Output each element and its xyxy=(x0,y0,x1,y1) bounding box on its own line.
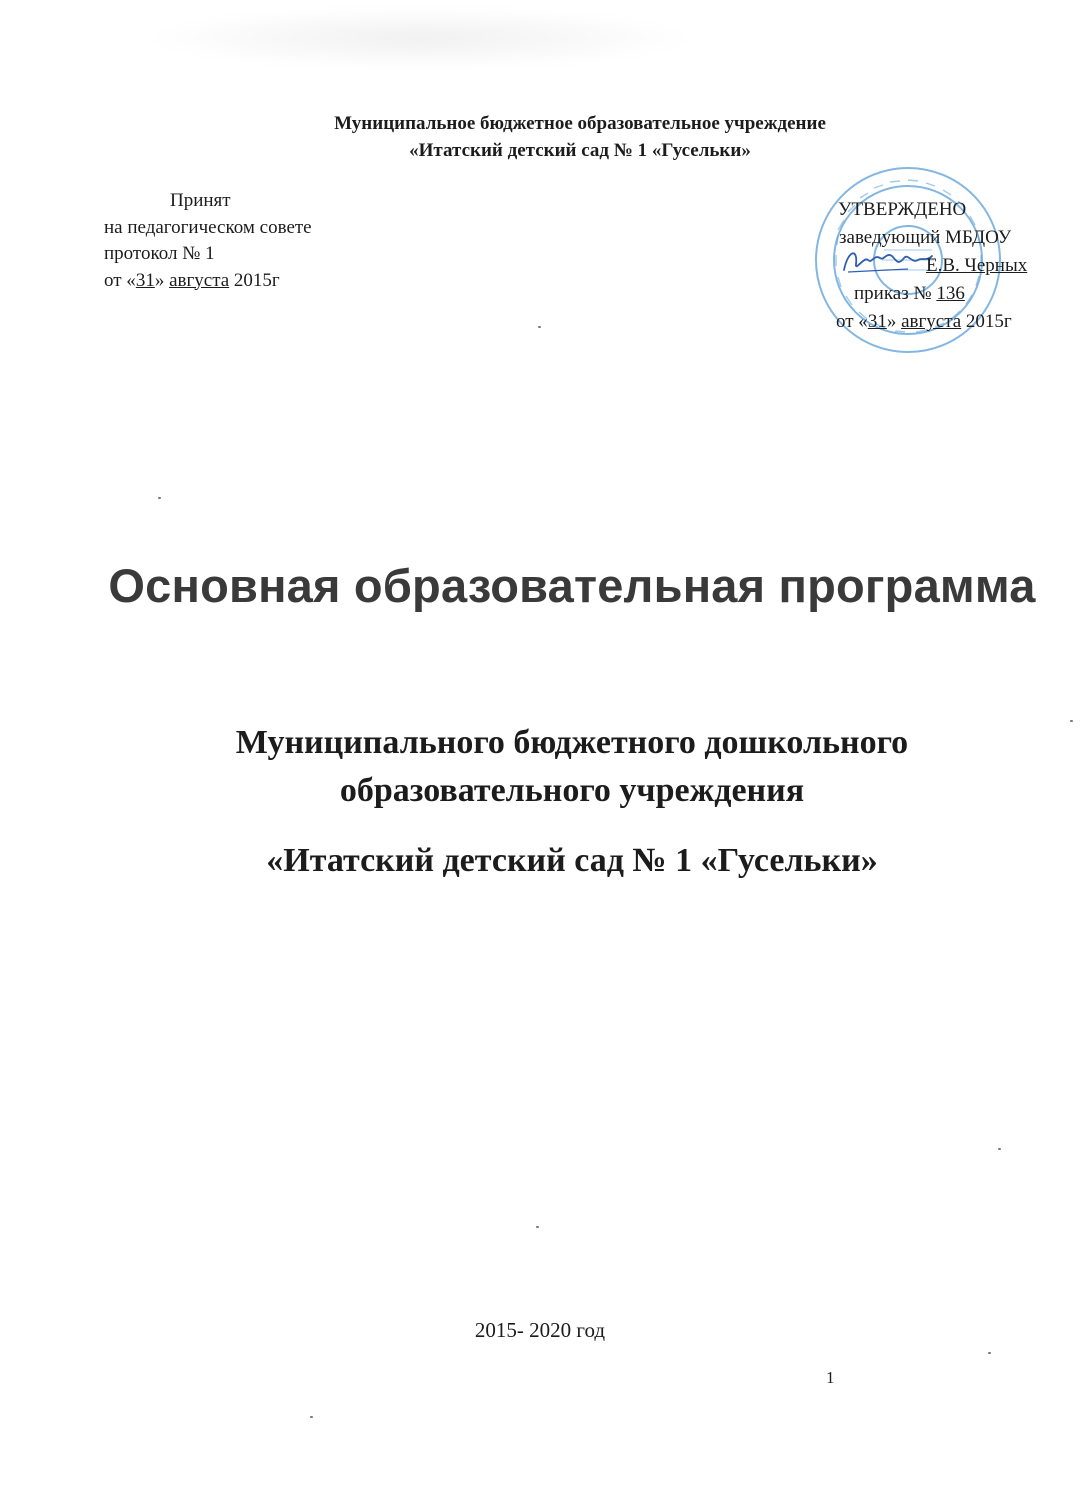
approved-date-month: августа xyxy=(901,311,962,332)
accepted-protocol: протокол № 1 xyxy=(104,243,215,264)
accepted-date-mid: » xyxy=(154,269,170,291)
approved-order-label: приказ № xyxy=(854,283,937,304)
accepted-date-day: 31 xyxy=(135,269,155,291)
scan-smudge xyxy=(140,8,700,68)
accepted-block xyxy=(104,188,312,294)
institution-name-line2: «Итатский детский сад № 1 «Гусельки» xyxy=(409,140,751,161)
approved-date-year: 2015г xyxy=(961,311,1012,332)
main-title: Основная образовательная программа xyxy=(108,559,1036,612)
accepted-title: Принят xyxy=(170,190,231,211)
scan-speck xyxy=(536,1226,539,1228)
scan-speck xyxy=(988,1352,991,1354)
program-years: 2015- 2020 год xyxy=(474,1318,606,1342)
subtitle-line2: образовательного учреждения xyxy=(339,772,805,809)
approved-block xyxy=(836,196,1027,336)
approved-title: УТВЕРЖДЕНО xyxy=(838,199,967,220)
approved-order xyxy=(836,280,1027,308)
approved-date-prefix: от « xyxy=(836,311,868,332)
accepted-date-month: августа xyxy=(169,269,230,291)
approved-position: заведующий МБДОУ xyxy=(839,227,1012,248)
approved-date-mid: » xyxy=(886,311,902,332)
scan-speck xyxy=(538,326,541,328)
approved-order-number: 136 xyxy=(936,283,965,304)
accepted-date-prefix: от « xyxy=(104,269,136,291)
scan-speck xyxy=(1070,720,1073,722)
scan-speck xyxy=(310,1416,313,1418)
scan-speck xyxy=(158,497,161,499)
approved-date xyxy=(836,308,1027,336)
page-number: 1 xyxy=(826,1368,835,1387)
institution-name-line1: Муниципальное бюджетное образовательное учреждение xyxy=(334,113,826,134)
approved-date-day: 31 xyxy=(867,311,887,332)
subtitle-line1: Муниципального бюджетного дошкольного xyxy=(235,724,909,761)
accepted-council: на педагогическом совете xyxy=(104,216,312,238)
scan-speck xyxy=(998,1148,1001,1150)
accepted-date-year: 2015г xyxy=(229,269,280,291)
subtitle-line3: «Итатский детский сад № 1 «Гусельки» xyxy=(266,842,878,879)
accepted-date xyxy=(104,268,312,295)
approved-signatory: Е.В. Черных xyxy=(926,255,1028,276)
